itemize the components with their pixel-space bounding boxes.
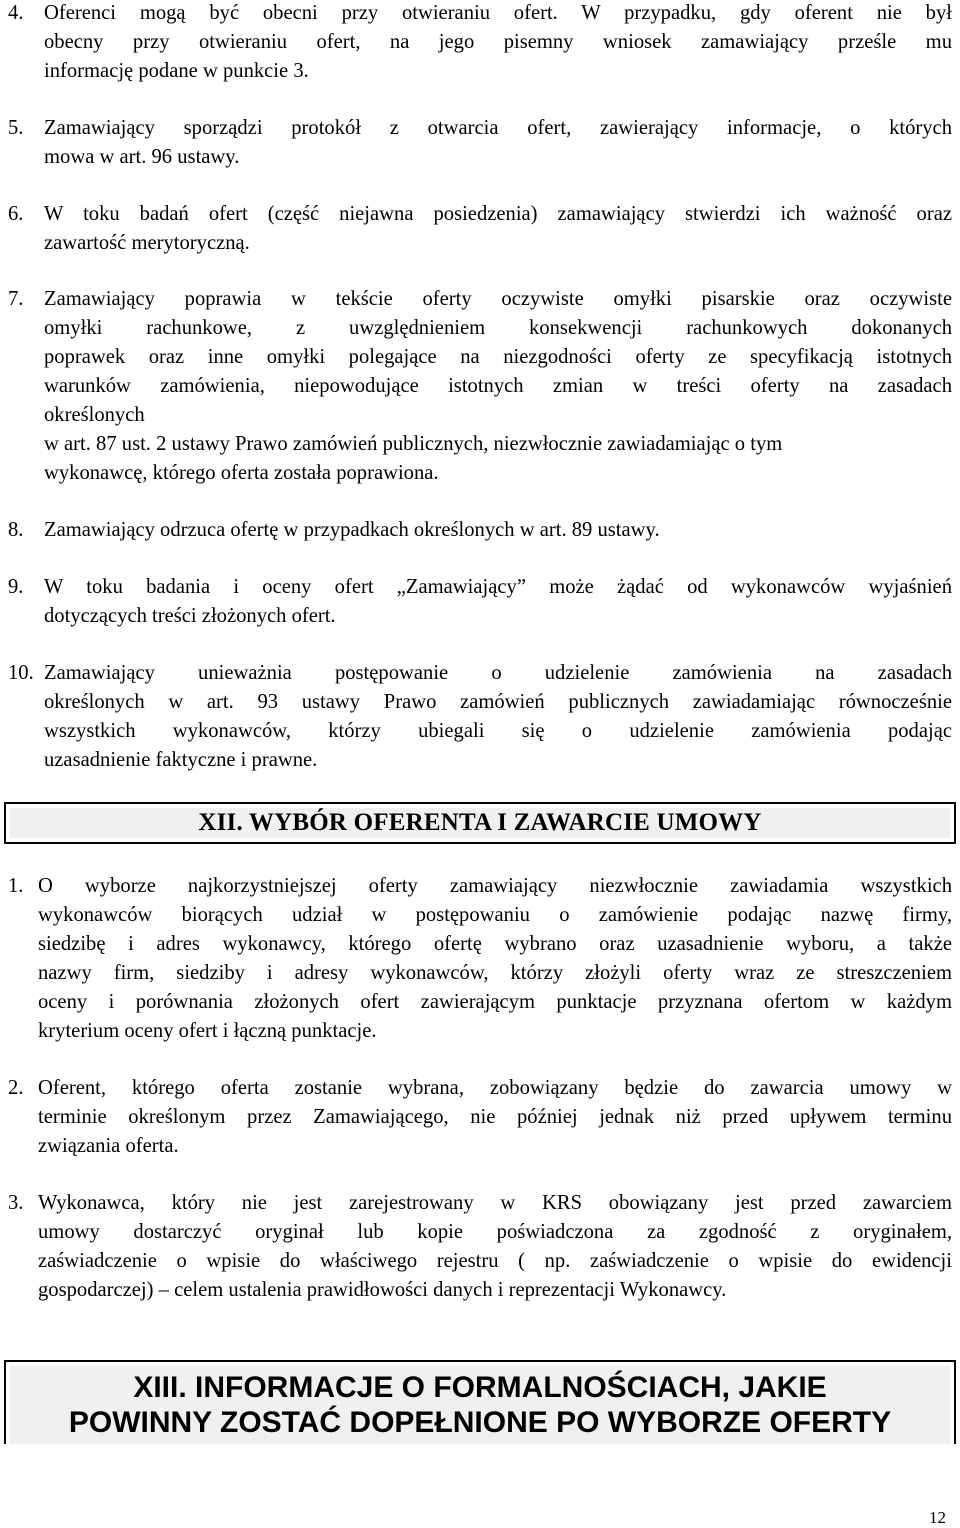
- item-text: [44, 573, 952, 631]
- text-line: Oferent, którego oferta zostanie wybrana, zobowiązany będzie do zawarcia umowy w: [38, 1077, 952, 1099]
- item-text: [44, 285, 952, 488]
- text-line: O wyborze najkorzystniejszej oferty zamawiający niezwłocznie zawiadamia wszystkich: [38, 875, 952, 897]
- item-number: 7.: [8, 288, 24, 310]
- text-line: dotyczących treści złożonych ofert.: [44, 605, 336, 627]
- text-line: Zamawiający sporządzi protokół z otwarcia ofert, zawierający informacje, o których: [44, 117, 952, 139]
- section-title-line-1: XIII. INFORMACJE O FORMALNOŚCIACH, JAKIE: [133, 1371, 827, 1404]
- text-line: związania oferta.: [38, 1135, 179, 1157]
- item-number: 9.: [8, 576, 24, 598]
- text-line: umowy dostarczyć oryginał lub kopie poświadczona za zgodność z oryginałem,: [38, 1221, 952, 1243]
- item-text: [38, 1074, 952, 1161]
- text-line: mowa w art. 96 ustawy.: [44, 146, 240, 168]
- text-line: Zamawiający poprawia w tekście oferty oczywiste omyłki pisarskie oraz oczywiste: [44, 288, 952, 310]
- item-number: 10.: [8, 662, 34, 684]
- text-line: Wykonawca, który nie jest zarejestrowany w KRS obowiązany jest przed zawarciem: [38, 1192, 952, 1214]
- text-line: zaświadczenie o wpisie do właściwego rejestru ( np. zaświadczenie o wpisie do ewidencji: [38, 1250, 952, 1272]
- item-text: [38, 1189, 952, 1305]
- section-heading-xii: [4, 802, 956, 844]
- text-line: oceny i porównania złożonych ofert zawierającym punktacje przyznana ofertom w każdym: [38, 991, 952, 1013]
- section-title-line-2: POWINNY ZOSTAĆ DOPEŁNIONE PO WYBORZE OFERTY: [68, 1406, 892, 1439]
- text-line: określonych w art. 93 ustawy Prawo zamówień publicznych zawiadamiając równocześnie: [44, 691, 952, 713]
- text-line: wykonawcę, którego oferta została poprawiona.: [44, 462, 439, 484]
- page-number: 12: [929, 1508, 946, 1527]
- text-line: uzasadnienie faktyczne i prawne.: [44, 749, 318, 771]
- item-text: [44, 200, 952, 258]
- item-number: 3.: [8, 1192, 24, 1214]
- text-line: poprawek oraz inne omyłki polegające na niezgodności oferty ze specyfikacją istotnych: [44, 346, 952, 368]
- text-line: w art. 87 ust. 2 ustawy Prawo zamówień publicznych, niezwłocznie zawiadamiając o tym: [44, 433, 783, 455]
- text-line: terminie określonym przez Zamawiającego, nie później jednak niż przed upływem terminu: [38, 1106, 952, 1128]
- text-line: informację podane w punkcie 3.: [44, 60, 309, 82]
- item-text: [44, 516, 952, 545]
- text-line: określonych: [44, 404, 145, 426]
- item-number: 2.: [8, 1077, 24, 1099]
- text-line: gospodarczej) – celem ustalenia prawidłowości danych i reprezentacji Wykonawcy.: [38, 1279, 727, 1301]
- text-line: wykonawców biorących udział w postępowaniu o zamówienie podając nazwę firmy,: [38, 904, 952, 926]
- text-line: kryterium oceny ofert i łączną punktacje.: [38, 1020, 377, 1042]
- item-text: [44, 0, 952, 86]
- text-line: obecny przy otwieraniu ofert, na jego pisemny wniosek zamawiający prześle mu: [44, 31, 952, 53]
- text-line: Oferenci mogą być obecni przy otwieraniu ofert. W przypadku, gdy oferent nie był: [44, 2, 952, 24]
- item-text: [44, 114, 952, 172]
- text-line: wszystkich wykonawców, którzy ubiegali się o udzielenie zamówienia podając: [44, 720, 952, 742]
- item-number: 8.: [8, 519, 24, 541]
- text-line: Zamawiający unieważnia postępowanie o udzielenie zamówienia na zasadach: [44, 662, 952, 684]
- text-line: omyłki rachunkowe, z uwzględnieniem konsekwencji rachunkowych dokonanych: [44, 317, 952, 339]
- item-number: 6.: [8, 203, 24, 225]
- text-line: warunków zamówienia, niepowodujące istotnych zmian w treści oferty na zasadach: [44, 375, 952, 397]
- text-line: W toku badania i oceny ofert „Zamawiający” może żądać od wykonawców wyjaśnień: [44, 576, 952, 598]
- item-text: [44, 659, 952, 775]
- item-text: [38, 872, 952, 1046]
- section-heading-xiii: [4, 1360, 956, 1444]
- section-title: XII. WYBÓR OFERENTA I ZAWARCIE UMOWY: [198, 809, 762, 836]
- text-line: zawartość merytoryczną.: [44, 232, 250, 254]
- text-line: siedzibę i adres wykonawcy, którego ofertę wybrano oraz uzasadnienie wyboru, a także: [38, 933, 952, 955]
- text-line: W toku badań ofert (część niejawna posiedzenia) zamawiający stwierdzi ich ważność oraz: [44, 203, 952, 225]
- text-line: nazwy firm, siedziby i adresy wykonawców, którzy złożyli oferty wraz ze streszczeniem: [38, 962, 952, 984]
- item-number: 4.: [8, 2, 24, 24]
- item-number: 5.: [8, 117, 24, 139]
- text-line: Zamawiający odrzuca ofertę w przypadkach określonych w art. 89 ustawy.: [44, 519, 660, 541]
- item-number: 1.: [8, 875, 24, 897]
